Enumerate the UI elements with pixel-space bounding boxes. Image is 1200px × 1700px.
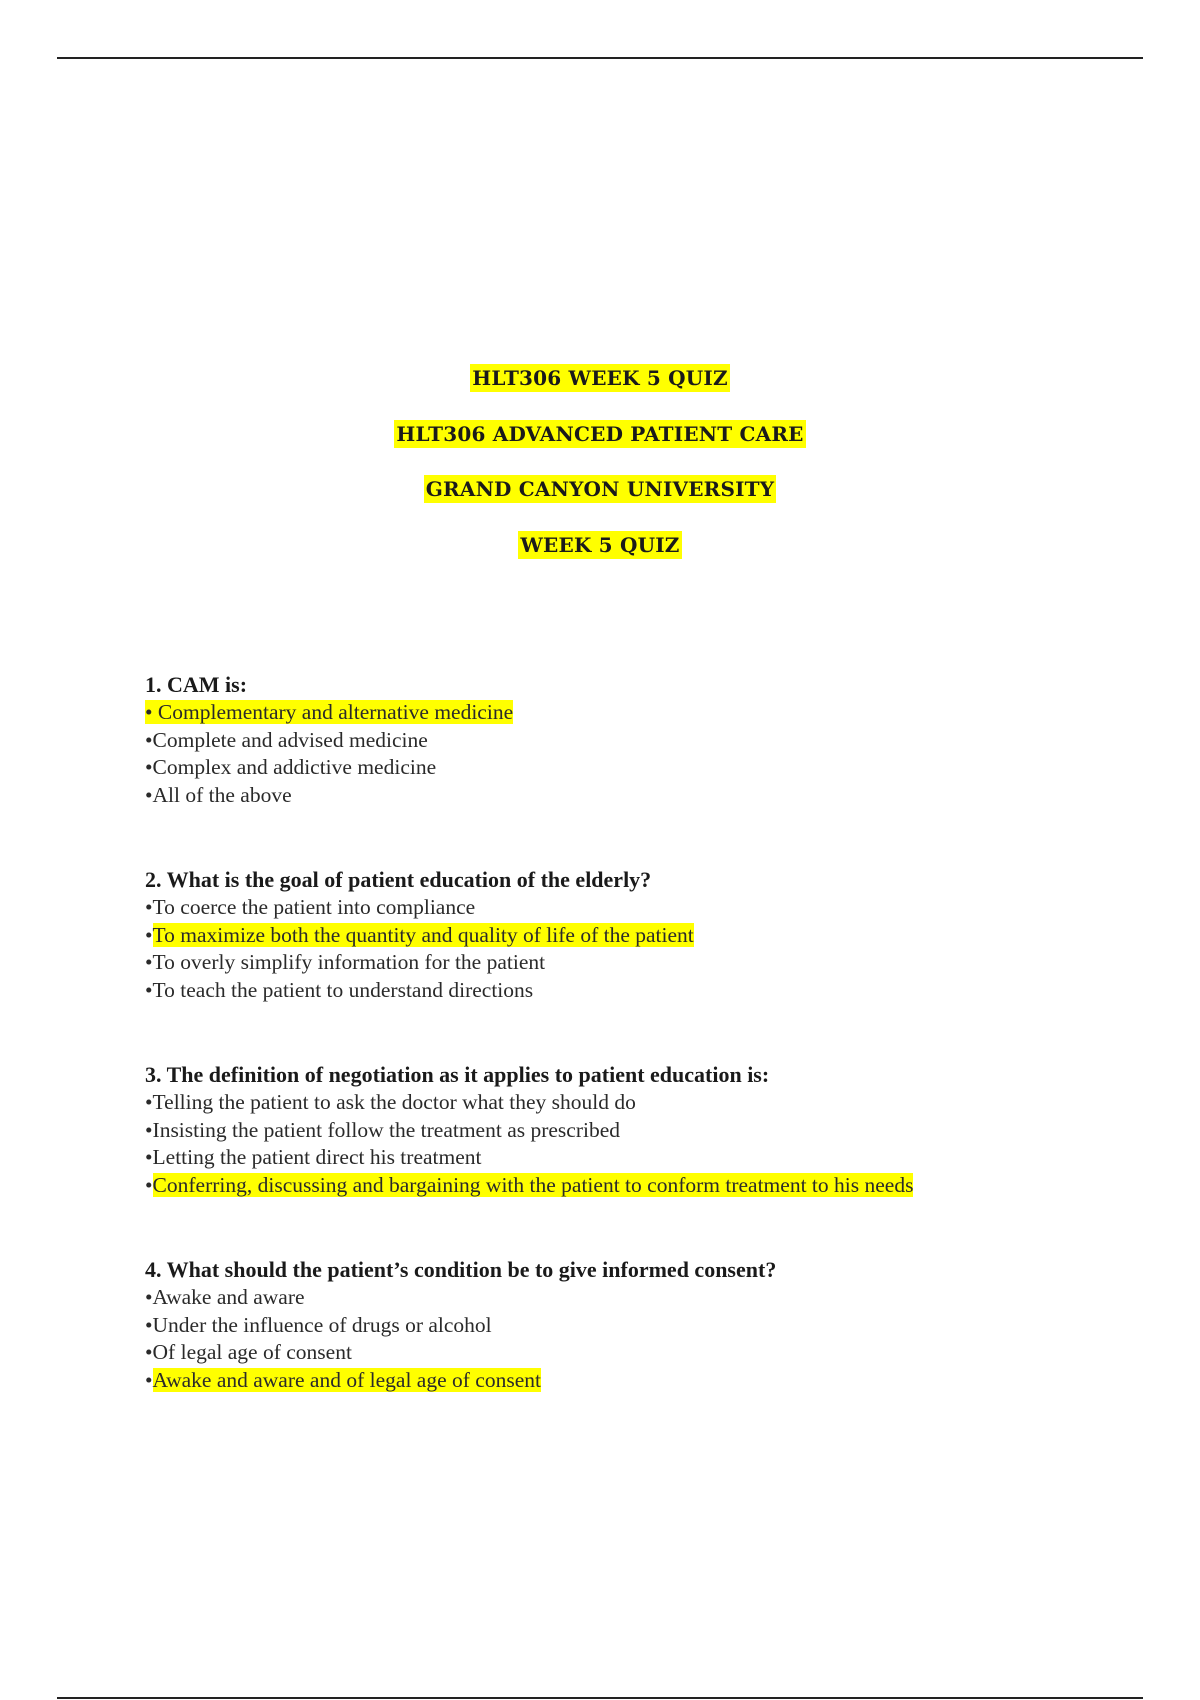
title-course xyxy=(0,422,1200,478)
option-text: Awake and aware xyxy=(152,1285,305,1309)
answer-option xyxy=(145,1339,1145,1367)
option-text: To overly simplify information for the patient xyxy=(152,950,546,975)
option-text: Under the influence of drugs or alcohol xyxy=(152,1312,492,1337)
option-text: Complete and advised medicine xyxy=(152,727,428,752)
question-heading: 1. CAM is: xyxy=(145,672,248,697)
option-bullet: • xyxy=(145,1312,153,1337)
option-bullet: • xyxy=(145,700,158,724)
question-heading: 3. The definition of negotiation as it applies to patient education is: xyxy=(145,1062,770,1087)
option-bullet: • xyxy=(145,1368,153,1393)
answer-option xyxy=(145,949,1145,977)
question-3 xyxy=(145,1061,1145,1200)
top-rule xyxy=(57,57,1143,59)
option-text-correct: Complementary and alternative medicine xyxy=(157,700,514,724)
title-week xyxy=(0,533,1200,589)
option-text: Complex and addictive medicine xyxy=(152,755,437,780)
answer-option xyxy=(145,754,1145,782)
option-text: All of the above xyxy=(152,783,292,808)
option-text: Of legal age of consent xyxy=(152,1340,352,1365)
option-text-correct: To maximize both the quantity and quality of life of the patient xyxy=(152,922,694,947)
option-text: Telling the patient to ask the doctor what they should do xyxy=(152,1090,636,1114)
answer-option xyxy=(145,1312,1145,1340)
title-university xyxy=(0,477,1200,533)
title-university-text: GRAND CANYON UNIVERSITY xyxy=(425,477,775,501)
answer-option xyxy=(145,699,1145,727)
option-text-correct: Conferring, discussing and bargaining with the patient to conform treatment to his needs xyxy=(152,1173,914,1198)
answer-option xyxy=(145,977,1145,1005)
question-2 xyxy=(145,866,1145,1005)
bottom-rule xyxy=(57,1697,1143,1699)
option-bullet: • xyxy=(145,783,153,808)
option-bullet: • xyxy=(145,922,153,947)
title-course-text: HLT306 ADVANCED PATIENT CARE xyxy=(396,421,804,446)
question-heading: 2. What is the goal of patient education of the elderly? xyxy=(145,867,652,892)
answer-option xyxy=(145,1089,1145,1117)
question-1 xyxy=(145,671,1145,810)
answer-option xyxy=(145,894,1145,922)
option-bullet: • xyxy=(145,1090,153,1114)
option-bullet: • xyxy=(145,1145,153,1170)
option-bullet: • xyxy=(145,727,153,752)
answer-option xyxy=(145,1367,1145,1395)
option-text: To coerce the patient into compliance xyxy=(152,895,476,919)
option-text: Insisting the patient follow the treatment as prescribed xyxy=(152,1117,621,1142)
answer-option xyxy=(145,782,1145,810)
option-bullet: • xyxy=(145,978,153,1003)
answer-option xyxy=(145,1144,1145,1172)
document-title-block xyxy=(0,366,1200,588)
option-text: Letting the patient direct his treatment xyxy=(152,1145,482,1170)
answer-option xyxy=(145,1117,1145,1145)
answer-option xyxy=(145,1284,1145,1312)
option-text: To teach the patient to understand directions xyxy=(152,978,534,1003)
option-text-correct: Awake and aware and of legal age of consent xyxy=(152,1368,541,1393)
option-bullet: • xyxy=(145,1117,153,1142)
title-week-text: WEEK 5 QUIZ xyxy=(520,532,680,557)
option-bullet: • xyxy=(145,895,153,919)
option-bullet: • xyxy=(145,755,153,780)
answer-option xyxy=(145,727,1145,755)
answer-option xyxy=(145,922,1145,950)
option-bullet: • xyxy=(145,950,153,975)
title-quiz-text: HLT306 WEEK 5 QUIZ xyxy=(472,366,728,390)
title-quiz xyxy=(0,366,1200,422)
question-4 xyxy=(145,1256,1145,1395)
option-bullet: • xyxy=(145,1285,153,1309)
question-heading: 4. What should the patient’s condition be to give informed consent? xyxy=(145,1257,777,1282)
answer-option xyxy=(145,1172,1145,1200)
option-bullet: • xyxy=(145,1340,153,1365)
option-bullet: • xyxy=(145,1173,153,1198)
